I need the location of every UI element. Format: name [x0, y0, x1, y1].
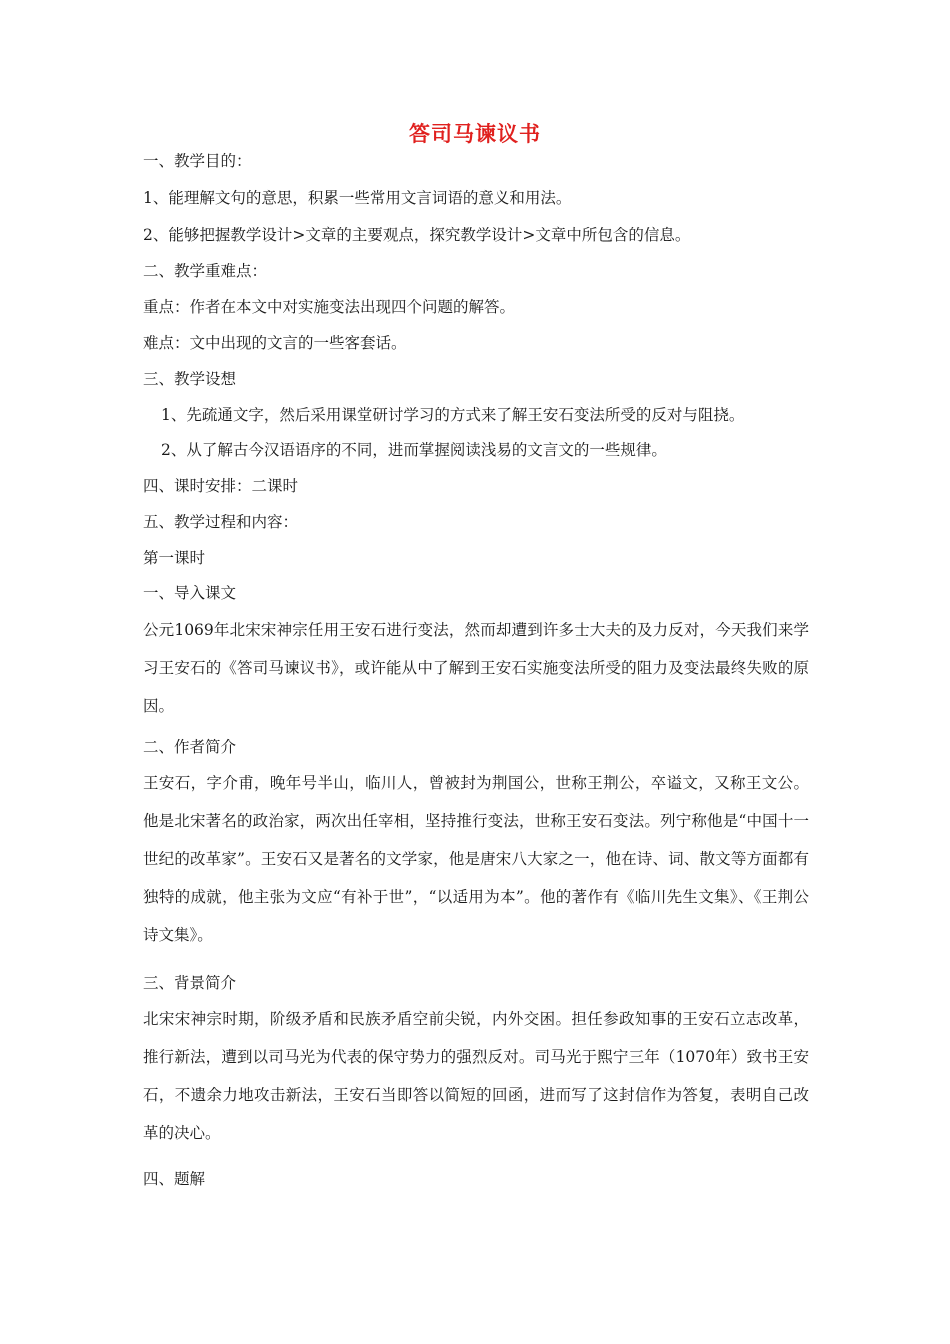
- teaching-plan-item-2: 2、从了解古今汉语语序的不同，进而掌握阅读浅易的文言文的一些规律。: [161, 441, 667, 459]
- difficult-point: 难点：文中出现的文言的一些客套话。: [143, 334, 407, 352]
- teaching-plan-item-1: 1、先疏通文字，然后采用课堂研讨学习的方式来了解王安石变法所受的反对与阻挠。: [161, 406, 745, 424]
- objective-item-2: 2、能够把握教学设计>文章的主要观点，探究教学设计>文章中所包含的信息。: [143, 226, 691, 244]
- objective-item-1: 1、能理解文句的意思，积累一些常用文言词语的意义和用法。: [143, 189, 572, 207]
- section-heading-schedule: 四、课时安排：二课时: [143, 477, 299, 495]
- author-paragraph: 王安石，字介甫，晚年号半山，临川人，曾被封为荆国公，世称王荆公，卒谥文，又称王文公。他是北宋著名的政治家，两次出任宰相，坚持推行变法，世称王安石变法。列宁称他是“中国十一世纪的改革家”。王安石又是著名的文学家，他是唐宋八大家之一，他在诗、词、散文等方面都有独特的成就，他主张为文应“有补于世”，“以适用为本”。他的著作有《临川先生文集》、《王荆公诗文集》。: [143, 774, 809, 944]
- section-heading-teaching-plan: 三、教学设想: [143, 370, 237, 388]
- section-heading-key-points: 二、教学重难点：: [143, 262, 268, 280]
- subsection-heading-intro: 一、导入课文: [143, 584, 237, 602]
- key-point: 重点：作者在本文中对实施变法出现四个问题的解答。: [143, 298, 516, 316]
- section-heading-objectives: 一、教学目的：: [143, 152, 252, 170]
- subsection-heading-explanation: 四、题解: [143, 1170, 206, 1188]
- document-title: 答司马谏议书: [409, 122, 541, 146]
- subsection-heading-author: 二、作者简介: [143, 738, 237, 756]
- section-heading-process: 五、教学过程和内容：: [143, 513, 299, 531]
- subsection-heading-background: 三、背景简介: [143, 974, 237, 992]
- background-paragraph: 北宋宋神宗时期，阶级矛盾和民族矛盾空前尖锐，内外交困。担任参政知事的王安石立志改革，推行新法，遭到以司马光为代表的保守势力的强烈反对。司马光于熙宁三年（1070年）致书王安石，不遗余力地攻击新法，王安石当即答以简短的回函，进而写了这封信作为答复，表明自己改革的决心。: [143, 1010, 809, 1142]
- lesson-heading-first: 第一课时: [143, 549, 206, 567]
- intro-paragraph: 公元1069年北宋宋神宗任用王安石进行变法，然而却遭到许多士大夫的及力反对，今天我们来学习王安石的《答司马谏议书》，或许能从中了解到王安石实施变法所受的阻力及变法最终失败的原因。: [143, 621, 809, 715]
